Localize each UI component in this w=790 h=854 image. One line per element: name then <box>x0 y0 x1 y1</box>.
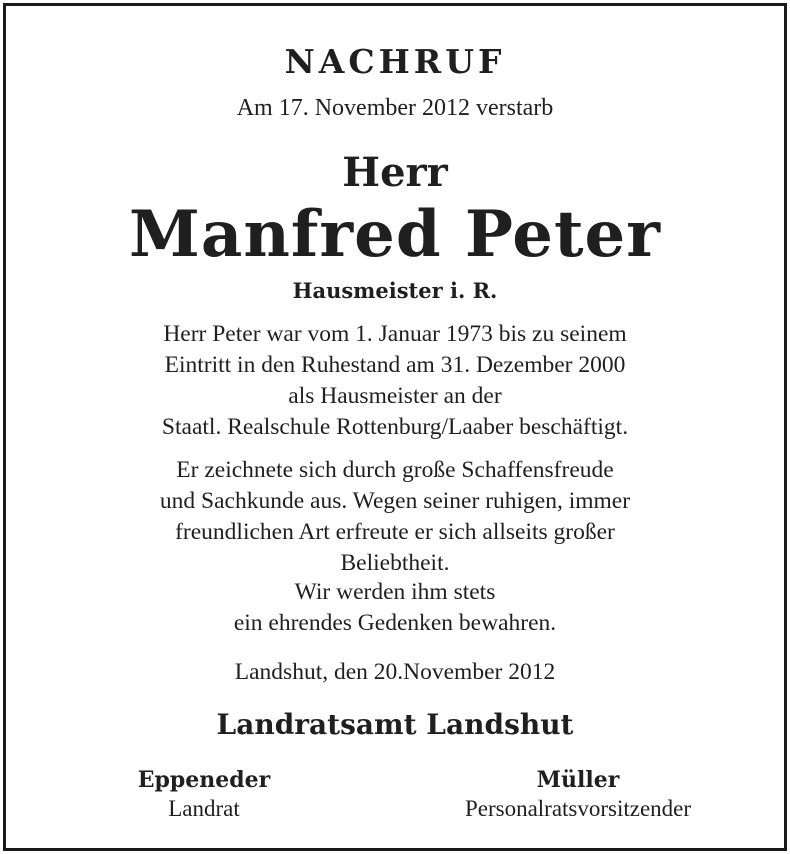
deceased-name: Manfred Peter <box>129 197 661 272</box>
signatory-function: Personalratsvorsitzender <box>464 796 692 821</box>
signatory-name: Müller <box>536 767 620 793</box>
text-line: ein ehrendes Gedenken bewahren. <box>233 610 557 636</box>
obituary-notice <box>3 3 787 851</box>
place-date-line: Landshut, den 20.November 2012 <box>234 659 556 685</box>
career-paragraph <box>6 319 784 443</box>
salutation: Herr <box>342 149 448 196</box>
death-date-line: Am 17. November 2012 verstarb <box>236 95 554 121</box>
text-line: Eintritt in den Ruhestand am 31. Dezember 2000 <box>164 352 626 378</box>
tribute-paragraph <box>6 455 784 579</box>
signatory-personalrat <box>428 766 728 824</box>
notice-title: NACHRUF <box>284 42 506 81</box>
text-line: als Hausmeister an der <box>288 383 502 409</box>
text-line: Wir werden ihm stets <box>294 579 496 605</box>
deceased-role: Hausmeister i. R. <box>292 278 498 303</box>
remembrance-paragraph <box>6 577 784 639</box>
signatory-function: Landrat <box>168 796 240 821</box>
signatory-landrat <box>54 766 354 824</box>
text-line: Beliebtheit. <box>340 550 450 576</box>
text-line: Staatl. Realschule Rottenburg/Laaber beschäftigt. <box>161 414 629 440</box>
text-line: Er zeichnete sich durch große Schaffensfreude <box>176 457 614 483</box>
issuing-authority: Landratsamt Landshut <box>216 708 574 741</box>
text-line: Herr Peter war vom 1. Januar 1973 bis zu seinem <box>163 321 627 347</box>
signatory-name: Eppeneder <box>137 767 271 793</box>
text-line: und Sachkunde aus. Wegen seiner ruhigen, immer <box>159 488 631 514</box>
text-line: freundlichen Art erfreute er sich allseits großer <box>175 519 615 545</box>
